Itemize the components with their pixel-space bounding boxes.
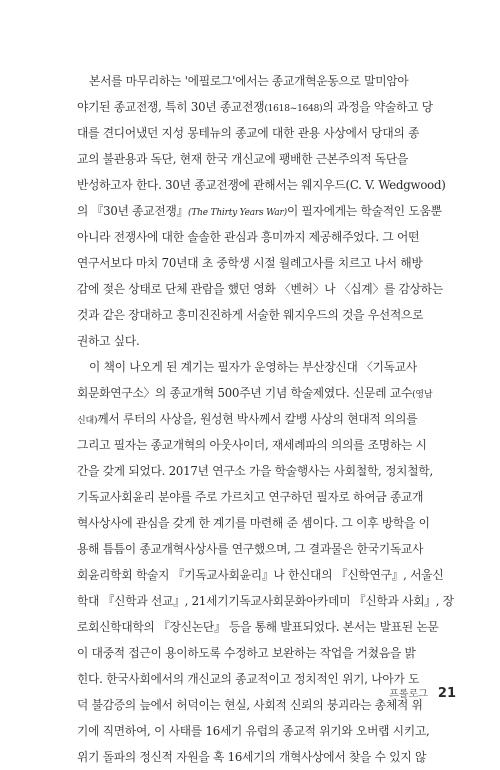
running-footer-section: 프롤로그 xyxy=(389,689,428,700)
text-line: 교의 불관용과 독단, 현재 한국 개신교에 팽배한 근본주의적 독단을 xyxy=(77,152,409,166)
page-footer xyxy=(389,685,456,705)
text-line: 회윤리학회 학술지 『기독교사회윤리』나 한신대의 『신학연구』, 서울신 xyxy=(77,568,444,582)
text-segment: 의 과정을 약술하고 당 xyxy=(322,100,433,114)
text-line xyxy=(77,198,442,224)
text-line: 것과 같은 장대하고 흥미진진하게 서술한 웨지우드의 것을 우선적으로 xyxy=(77,308,424,322)
text-line xyxy=(77,94,433,120)
text-line: 그리고 필자는 종교개혁의 아웃사이더, 재세례파의 의의를 조명하는 시 xyxy=(77,438,427,452)
text-segment-years: (1618~1648) xyxy=(264,104,323,114)
text-line: 기에 직면하여, 이 사태를 16세기 유럽의 종교적 위기와 오버랩 시키고, xyxy=(77,724,430,738)
text-line: 용해 틈틈이 종교개혁사상사를 연구했으며, 그 결과물은 한국기독교사 xyxy=(77,542,424,556)
text-segment: 회문화연구소〉의 종교개혁 500주년 기념 학술제였다. 신문레 교수 xyxy=(77,386,413,400)
text-line: 기독교사회윤리 분야를 주로 가르치고 연구하던 필자로 하여금 종교개 xyxy=(77,490,424,504)
text-segment-affiliation: 신대) xyxy=(77,416,98,426)
text-line: 학대 『신학과 선교』, 21세기기독교사회문화아카데미 『신학과 사회』, 장 xyxy=(77,594,454,608)
paragraph-epilogue-summary xyxy=(77,68,446,354)
text-segment-affiliation: (영남 xyxy=(412,390,433,400)
text-segment-book-title: (The Thirty Years War) xyxy=(188,208,287,218)
text-line: 이 대중적 접근이 용이하도록 수정하고 보완하는 작업을 거쳤음을 밝 xyxy=(77,646,416,660)
text-line: 간을 갖게 되었다. 2017년 연구소 가을 학술행사는 사회철학, 정치철학, xyxy=(77,464,433,478)
paragraph-book-origin xyxy=(77,354,454,770)
text-line: 대를 견디어냈던 지성 몽테뉴의 종교에 대한 관용 사상에서 당대의 종 xyxy=(77,126,420,140)
text-line: 본서를 마무리하는 '에필로그'에서는 종교개혁운동으로 말미암아 xyxy=(89,74,409,88)
text-line: 힌다. 한국사회에서의 개신교의 종교적이고 정치적인 위기, 나아가 도 xyxy=(77,672,420,686)
text-line: 혁사상사에 관심을 갖게 한 계기를 마련해 준 셈이다. 그 이후 방학을 이 xyxy=(77,516,430,530)
text-line: 감에 젖은 상태로 단체 관람을 했던 영화 〈벤허〉나 〈십계〉를 감상하는 xyxy=(77,282,443,296)
text-line: 권하고 싶다. xyxy=(77,334,140,348)
text-line xyxy=(77,406,429,432)
text-line: 아니라 전쟁사에 대한 솔솔한 관심과 흥미까지 제공해주었다. 그 어떤 xyxy=(77,230,420,244)
text-segment: 께서 루터의 사상을, 원성현 박사께서 칼뱅 사상의 현대적 의의를 xyxy=(97,412,418,426)
text-segment: 이 필자에게는 학술적인 도움뿐 xyxy=(286,204,442,218)
text-line: 로회신학대학의 『장신논단』 등을 통해 발표되었다. 본서는 발표된 논문 xyxy=(77,620,439,634)
text-line: 연구서보다 마치 70년대 초 중학생 시절 월례고사를 치르고 나서 해방 xyxy=(77,256,423,270)
text-segment: 의 『30년 종교전쟁』 xyxy=(77,204,189,218)
text-segment: 야기된 종교전쟁, 특히 30년 종교전쟁 xyxy=(77,100,265,114)
body-text xyxy=(77,68,454,770)
text-line: 이 책이 나오게 된 계기는 필자가 운영하는 부산장신대 〈기독교사 xyxy=(89,360,417,374)
page-number: 21 xyxy=(437,686,456,701)
text-line: 덕 불감증의 늪에서 허덕이는 현실, 사회적 신뢰의 붕괴라는 총체적 위 xyxy=(77,698,423,712)
text-line: 위기 돌파의 정신적 자원을 혹 16세기의 개혁사상에서 찾을 수 있지 않 xyxy=(77,750,427,764)
text-line: 반성하고자 한다. 30년 종교전쟁에 관해서는 웨지우드(C. V. Wedgwood) xyxy=(77,178,446,192)
text-line xyxy=(77,380,433,406)
